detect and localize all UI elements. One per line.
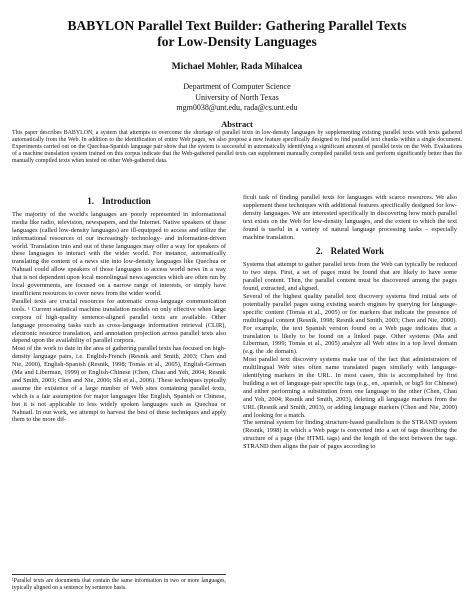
abstract-heading: Abstract [221,119,253,129]
author-emails: mgm0038@unt.edu, rada@cs.unt.edu [176,103,298,112]
related-paragraph-4: The seminal system for finding structure-based parallelism is the STRAND system (Resnik, 1998) in which a Web page is converted into a set of tags describing the structure of a page (the HTML tags) and the length of the text between the tags. STRAND then aligns the pair of pages according to [243,419,457,451]
author-names: Michael Mohler, Rada Mihalcea [171,62,303,72]
intro-paragraph-3: Most of the work to date in the area of gathering parallel texts has focused on high-density language pairs, i.e. English-French (Resnik and Smith, 2003; Chen and Nie, 2000), English-Spanish (Resnik, 1998; Tomás et al., 2005), English-German (Ma and Liberman, 1999) or English-Chinese (Chen, Chau and Yeh, 2004; Resnik and Smith, 2003; Chen and Nie, 2000; Shi et al., 2006). These techniques typically assume the existence of a large number of Web sites containing parallel texts, which is a fair assumption for major languages like English, Spanish or Chinese, but it is not applicable to less widely spoken languages such as Quechua or Nahuatl. In our work, we attempt to harvest the best of these techniques and apply them to the more dif- [12,345,226,424]
related-paragraph-3: Most parallel text discovery systems make use of the fact that administrators of multilingual Web sites often name translated pages similarly with language-identifying markers in the URL. In most cases, this is accomplished by first building a set of language-pair specific tags (e.g., en, .spanish, or big5 for Chinese) and either performing a substitution from one language to the other (Chen, Chau and Yeh, 2004; Resnik and Smith, 2003), deleting all language markers from the URL (Resnik and Smith, 2003), or adding language markers (Chen and Nie, 2000) and looking for a match. [243,356,457,419]
title-line-2: for Low-Density Languages [157,34,317,49]
section-title: Introduction [101,196,151,206]
left-column [12,196,226,424]
paper-title [20,18,454,50]
intro-continuation: ficult task of finding parallel texts for languages with scarce resources. We also supplement these techniques with additional features specifically designed for low-density languages. We are interested specifically in discovering how much parallel text exists on the Web for low-density languages, and the extent to which the text found is useful in a variety of natural language processing tasks – especially machine translation. [243,194,457,241]
intro-paragraph-2: Parallel texts are crucial resources for automatic cross-language communication tools. ¹ Current statistical machine translation models on only effective when large corpora of high-quality sentence-aligned parallel texts are available. Other language processing tasks such as cross-language information retrieval (CLIR), electronic resource translation, and annotation projection across parallel texts also depend upon the availability of parallel corpora. [12,297,226,345]
footnote-text: ¹Parallel texts are documents that contain the same information in two or more languages, typically aligned on a sentence by sentence basis. [12,578,226,591]
section-heading-related-work [243,248,457,256]
right-column [243,194,457,451]
section-title: Related Work [330,246,385,257]
footnote [12,574,226,592]
related-paragraph-1: Systems that attempt to gather parallel texts from the Web can typically be reduced to two steps. First, a set of pages must be found that are likely to have some parallel content. Then, the parallel content must be discovered among the pages found, extracted, and aligned. [243,261,457,293]
title-line-1: BABYLON Parallel Text Builder: Gathering Parallel Texts [67,18,407,33]
section-number: 1. [87,196,94,206]
related-paragraph-2: Several of the highest quality parallel text discovery systems find initial sets of potentially parallel pages using existing search engines by querying for language-specific content (Tomás et al., 2005) or for markers that indicate the presence of multilingual content (Resnik, 1998; Resnik and Smith, 2003; Chen and Nie, 2000). For example, the text Spanish version found on a Web page indicates that a translation is likely to be found on a linked page. Other systems (Ma and Liberman, 1999; Tomás et al., 2005) analyze all Web sites in a top level domain (e.g. the .de domain). [243,292,457,356]
affiliation [20,82,454,114]
intro-paragraph-1: The majority of the world's languages are poorly represented in informational media like radio, television, newspapers, and the Internet. Native speakers of these languages (called low-density languages) are ill-equipped to access and utilize the informational resources of our increasingly technology- and information-driven world. Translation into and out of these languages may offer a way for speakers of these languages to interact with the wider world. For instance, automatically translating the content of a news site into low-density languages like Quechua or Nahuatl could allow speakers of those languages to access world news in a way that is not dependent upon local monolingual news agencies which are often run by local governments, are focused on a narrow range of interests, or simply have insufficient resources to cover news from the wider world. [12,210,226,297]
university: University of North Texas [195,92,279,102]
section-heading-introduction [12,198,226,206]
abstract-text: This paper describes BABYLON, a system that attempts to overcome the shortage of parallel texts in low-density languages by supplementing existing parallel texts with texts gathered automatically from the Web. In addition to the identification of entire Web pages, we also propose a new feature specifically designed to find parallel text chunks within a single document. Experiments carried out on the Quechua-Spanish language pair show that the system is successful in automatically identifying a significant amount of parallel texts on the Web. Evaluations of a machine translation system trained on this corpus indicate that the Web-gathered parallel texts can supplement manually compiled parallel texts and perform significantly better than the manually compiled texts when tested on other Web-gathered data. [12,130,462,164]
section-number: 2. [315,246,323,257]
department: Department of Computer Science [183,82,291,91]
